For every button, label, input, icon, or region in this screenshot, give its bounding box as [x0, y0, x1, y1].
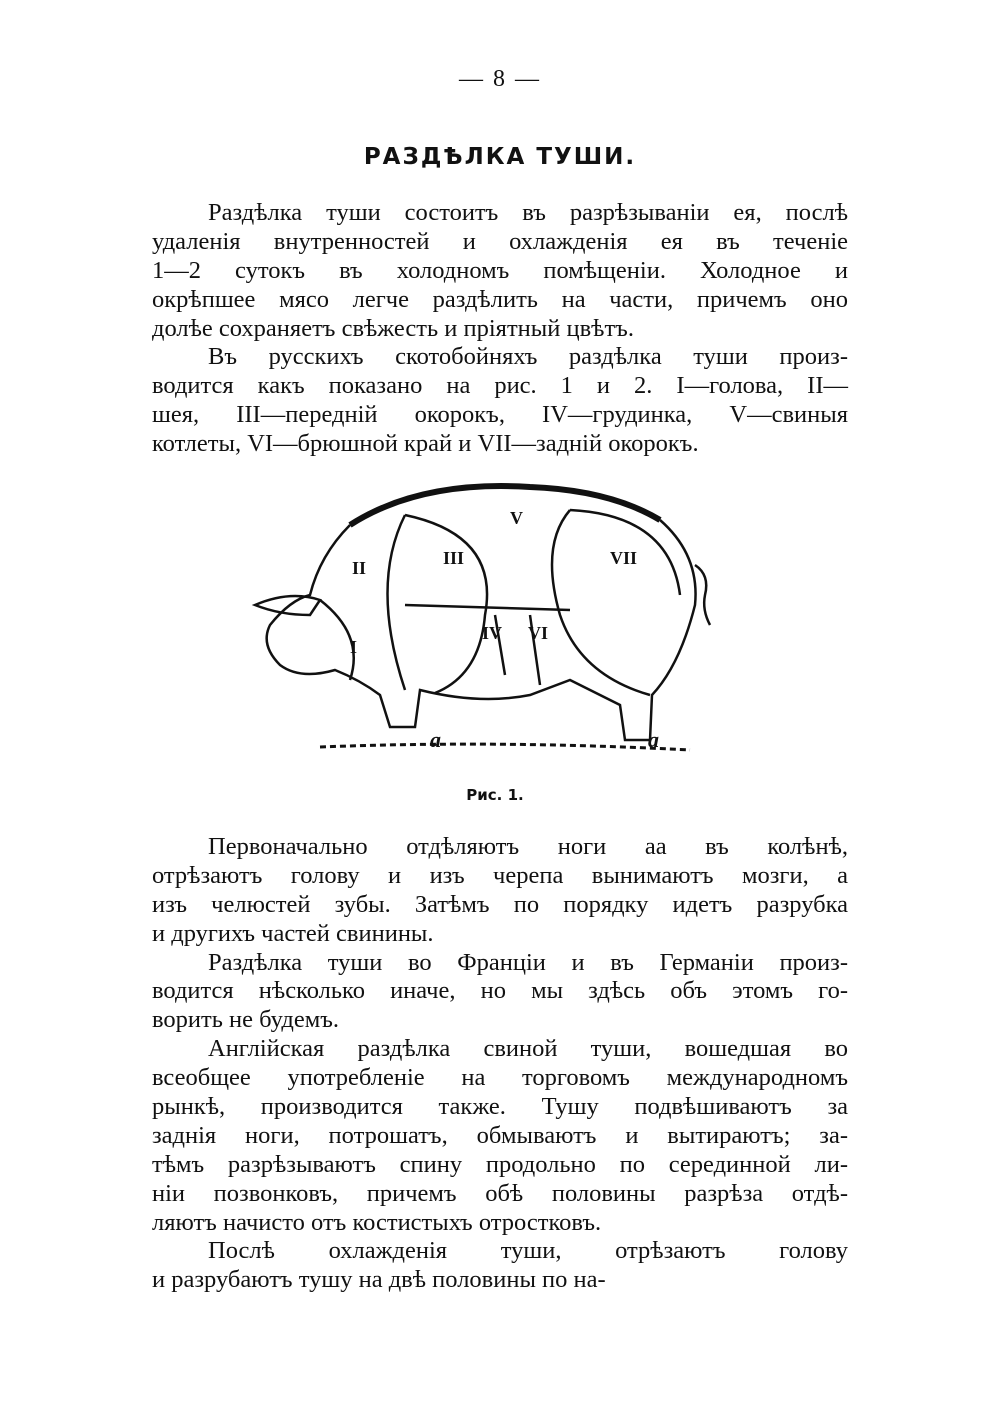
- paragraphs-top: [152, 199, 848, 459]
- cut-head: [320, 600, 354, 680]
- text-line: заднія ноги, потрошатъ, обмываютъ и вытираютъ; за-: [152, 1121, 848, 1149]
- text-line: изъ челюстей зубы. Затѣмъ по порядку идетъ разрубка: [152, 890, 848, 918]
- text-line: окрѣпшее мясо легче раздѣлить на части, причемъ оно: [152, 285, 848, 313]
- text-line: Въ русскихъ скотобойняхъ раздѣлка туши произ-: [208, 343, 848, 371]
- text-line: отрѣзаютъ голову и изъ черепа вынимаютъ мозги, а: [152, 861, 848, 889]
- text-line: 1—2 сутокъ въ холодномъ помѣщеніи. Холодное и: [152, 256, 848, 284]
- label-I: I: [350, 637, 358, 657]
- pig-back-bristles: [350, 486, 660, 525]
- page-title: РАЗДѢЛКА ТУШИ.: [363, 144, 637, 170]
- cut-ham: [552, 510, 680, 695]
- text-line: всеобщее употребленіе на торговомъ международномъ: [152, 1064, 848, 1092]
- text-line: долѣе сохраняетъ свѣжесть и пріятный цвѣтъ.: [152, 314, 634, 342]
- text-line: шея, III—передній окорокъ, IV—грудинка, V—свиныя: [152, 401, 848, 429]
- text-line: Раздѣлка туши состоитъ въ разрѣзываніи ея, послѣ: [208, 199, 848, 226]
- label-VI: VI: [528, 623, 549, 643]
- paragraphs-bottom: [152, 833, 848, 1295]
- text-line: и другихъ частей свинины.: [152, 919, 434, 947]
- cut-neck: [388, 515, 406, 690]
- pig-cut-diagram: [240, 465, 720, 785]
- label-a-front: a: [430, 727, 441, 752]
- text-line: ворить не будемъ.: [152, 1006, 340, 1034]
- text-line: тѣмъ разрѣзываютъ спину продольно по серединной ли-: [152, 1150, 848, 1178]
- label-II: II: [352, 558, 367, 578]
- label-VII: VII: [610, 548, 638, 568]
- figure-caption: Рис. 1.: [466, 786, 524, 804]
- label-V: V: [510, 508, 523, 528]
- label-III: III: [443, 548, 465, 568]
- text-line: водится нѣсколько иначе, но мы здѣсь объ этомъ го-: [152, 977, 848, 1005]
- text-line: и разрубаютъ тушу на двѣ половины по на-: [152, 1266, 606, 1294]
- label-a-rear: a: [648, 727, 659, 752]
- text-line: ніи позвонковъ, причемъ обѣ половины разрѣза отдѣ-: [152, 1179, 848, 1207]
- text-line: котлеты, VI—брюшной край и VII—задній окорокъ.: [152, 430, 699, 458]
- text-line: Первоначально отдѣляютъ ноги aa въ колѣнѣ,: [208, 833, 848, 860]
- pig-tail: [695, 565, 710, 625]
- text-line: рынкѣ, производится также. Тушу подвѣшиваютъ за: [152, 1093, 848, 1121]
- ground-shadow: [320, 744, 690, 750]
- text-line: Послѣ охлажденія туши, отрѣзаютъ голову: [208, 1237, 848, 1265]
- text-line: Англійская раздѣлка свиной туши, вошедшая во: [208, 1035, 848, 1063]
- text-line: удаленія внутренностей и охлажденія ея въ теченіе: [152, 227, 848, 255]
- cut-shoulder: [405, 515, 487, 693]
- text-line: водится какъ показано на рис. 1 и 2. I—голова, II—: [152, 372, 848, 400]
- page-number: — 8 —: [459, 66, 541, 92]
- label-IV: IV: [482, 623, 503, 643]
- text-line: ляютъ начисто отъ костистыхъ отростковъ.: [152, 1208, 602, 1236]
- text-line: Раздѣлка туши во Франціи и въ Германіи произ-: [208, 948, 848, 976]
